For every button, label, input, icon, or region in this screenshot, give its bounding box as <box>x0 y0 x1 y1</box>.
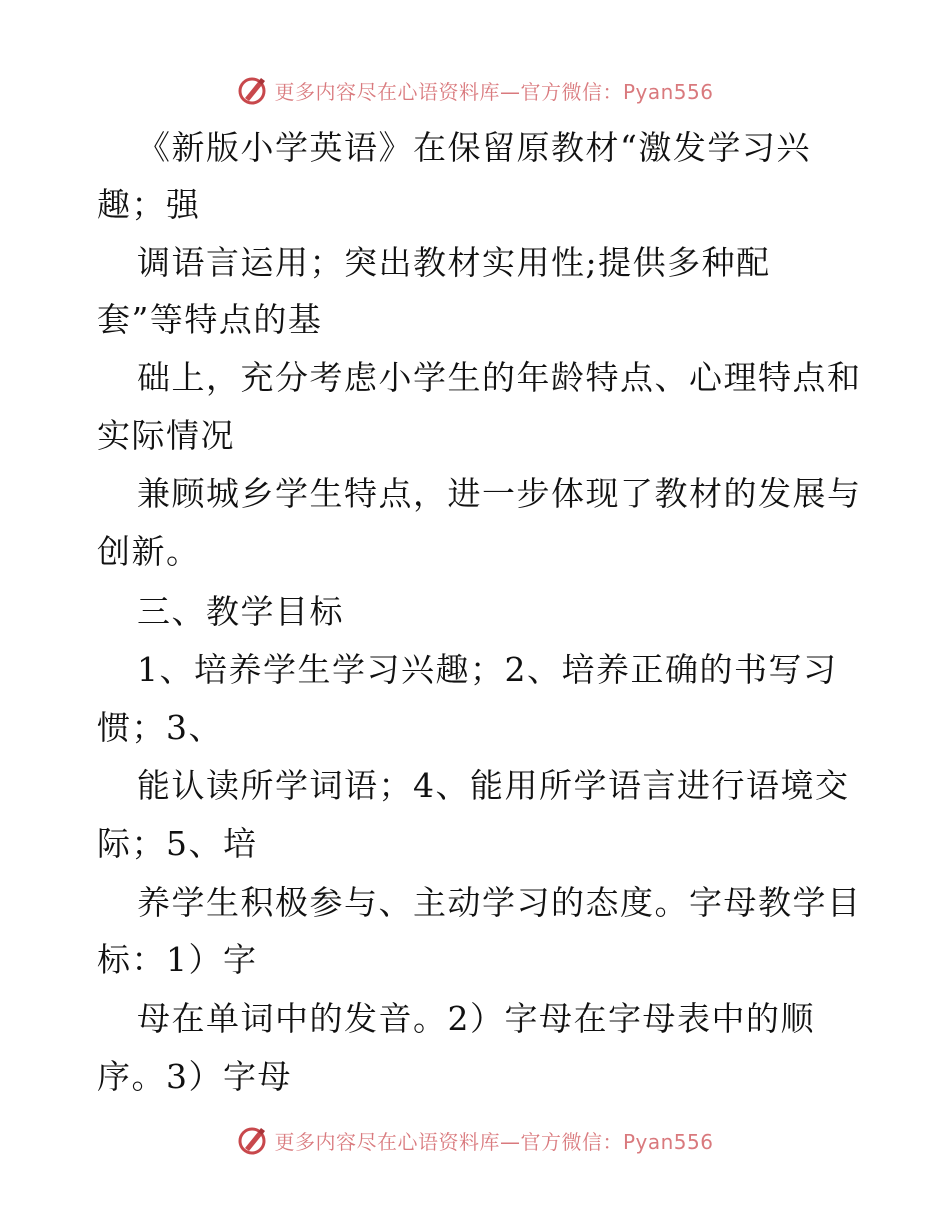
body-line: 惯；3、 <box>97 708 223 747</box>
body-line: 调语言运用；突出教材实用性;提供多种配 <box>137 243 771 282</box>
body-line: 标：1）字 <box>97 940 258 979</box>
body-line: 际；5、培 <box>97 824 258 863</box>
body-line: 母在单词中的发音。2）字母在字母表中的顺 <box>137 999 815 1038</box>
footer-banner <box>0 1120 950 1160</box>
pen-logo-icon <box>236 1124 268 1156</box>
body-line: 养学生积极参与、主动学习的态度。字母教学目 <box>137 883 862 922</box>
body-line: 兼顾城乡学生特点，进一步体现了教材的发展与 <box>137 474 862 513</box>
body-line: 础上，充分考虑小学生的年龄特点、心理特点和 <box>137 358 862 397</box>
body-line: 趣；强 <box>97 185 201 224</box>
body-line: 《新版小学英语》在保留原教材“激发学习兴 <box>137 128 811 167</box>
body-line: 1、培养学生学习兴趣；2、培养正确的书写习 <box>137 650 838 689</box>
section-heading: 三、教学目标 <box>137 592 344 631</box>
body-line: 实际情况 <box>97 416 235 455</box>
body-line: 能认读所学词语；4、能用所学语言进行语境交 <box>137 766 850 805</box>
footer-banner-text: 更多内容尽在心语资料库—官方微信：Pyan556 <box>274 1129 714 1154</box>
body-line: 序。3）字母 <box>97 1057 292 1096</box>
header-banner-text: 更多内容尽在心语资料库—官方微信：Pyan556 <box>274 79 714 104</box>
body-line: 套”等特点的基 <box>97 300 323 339</box>
body-line: 创新。 <box>97 532 201 571</box>
